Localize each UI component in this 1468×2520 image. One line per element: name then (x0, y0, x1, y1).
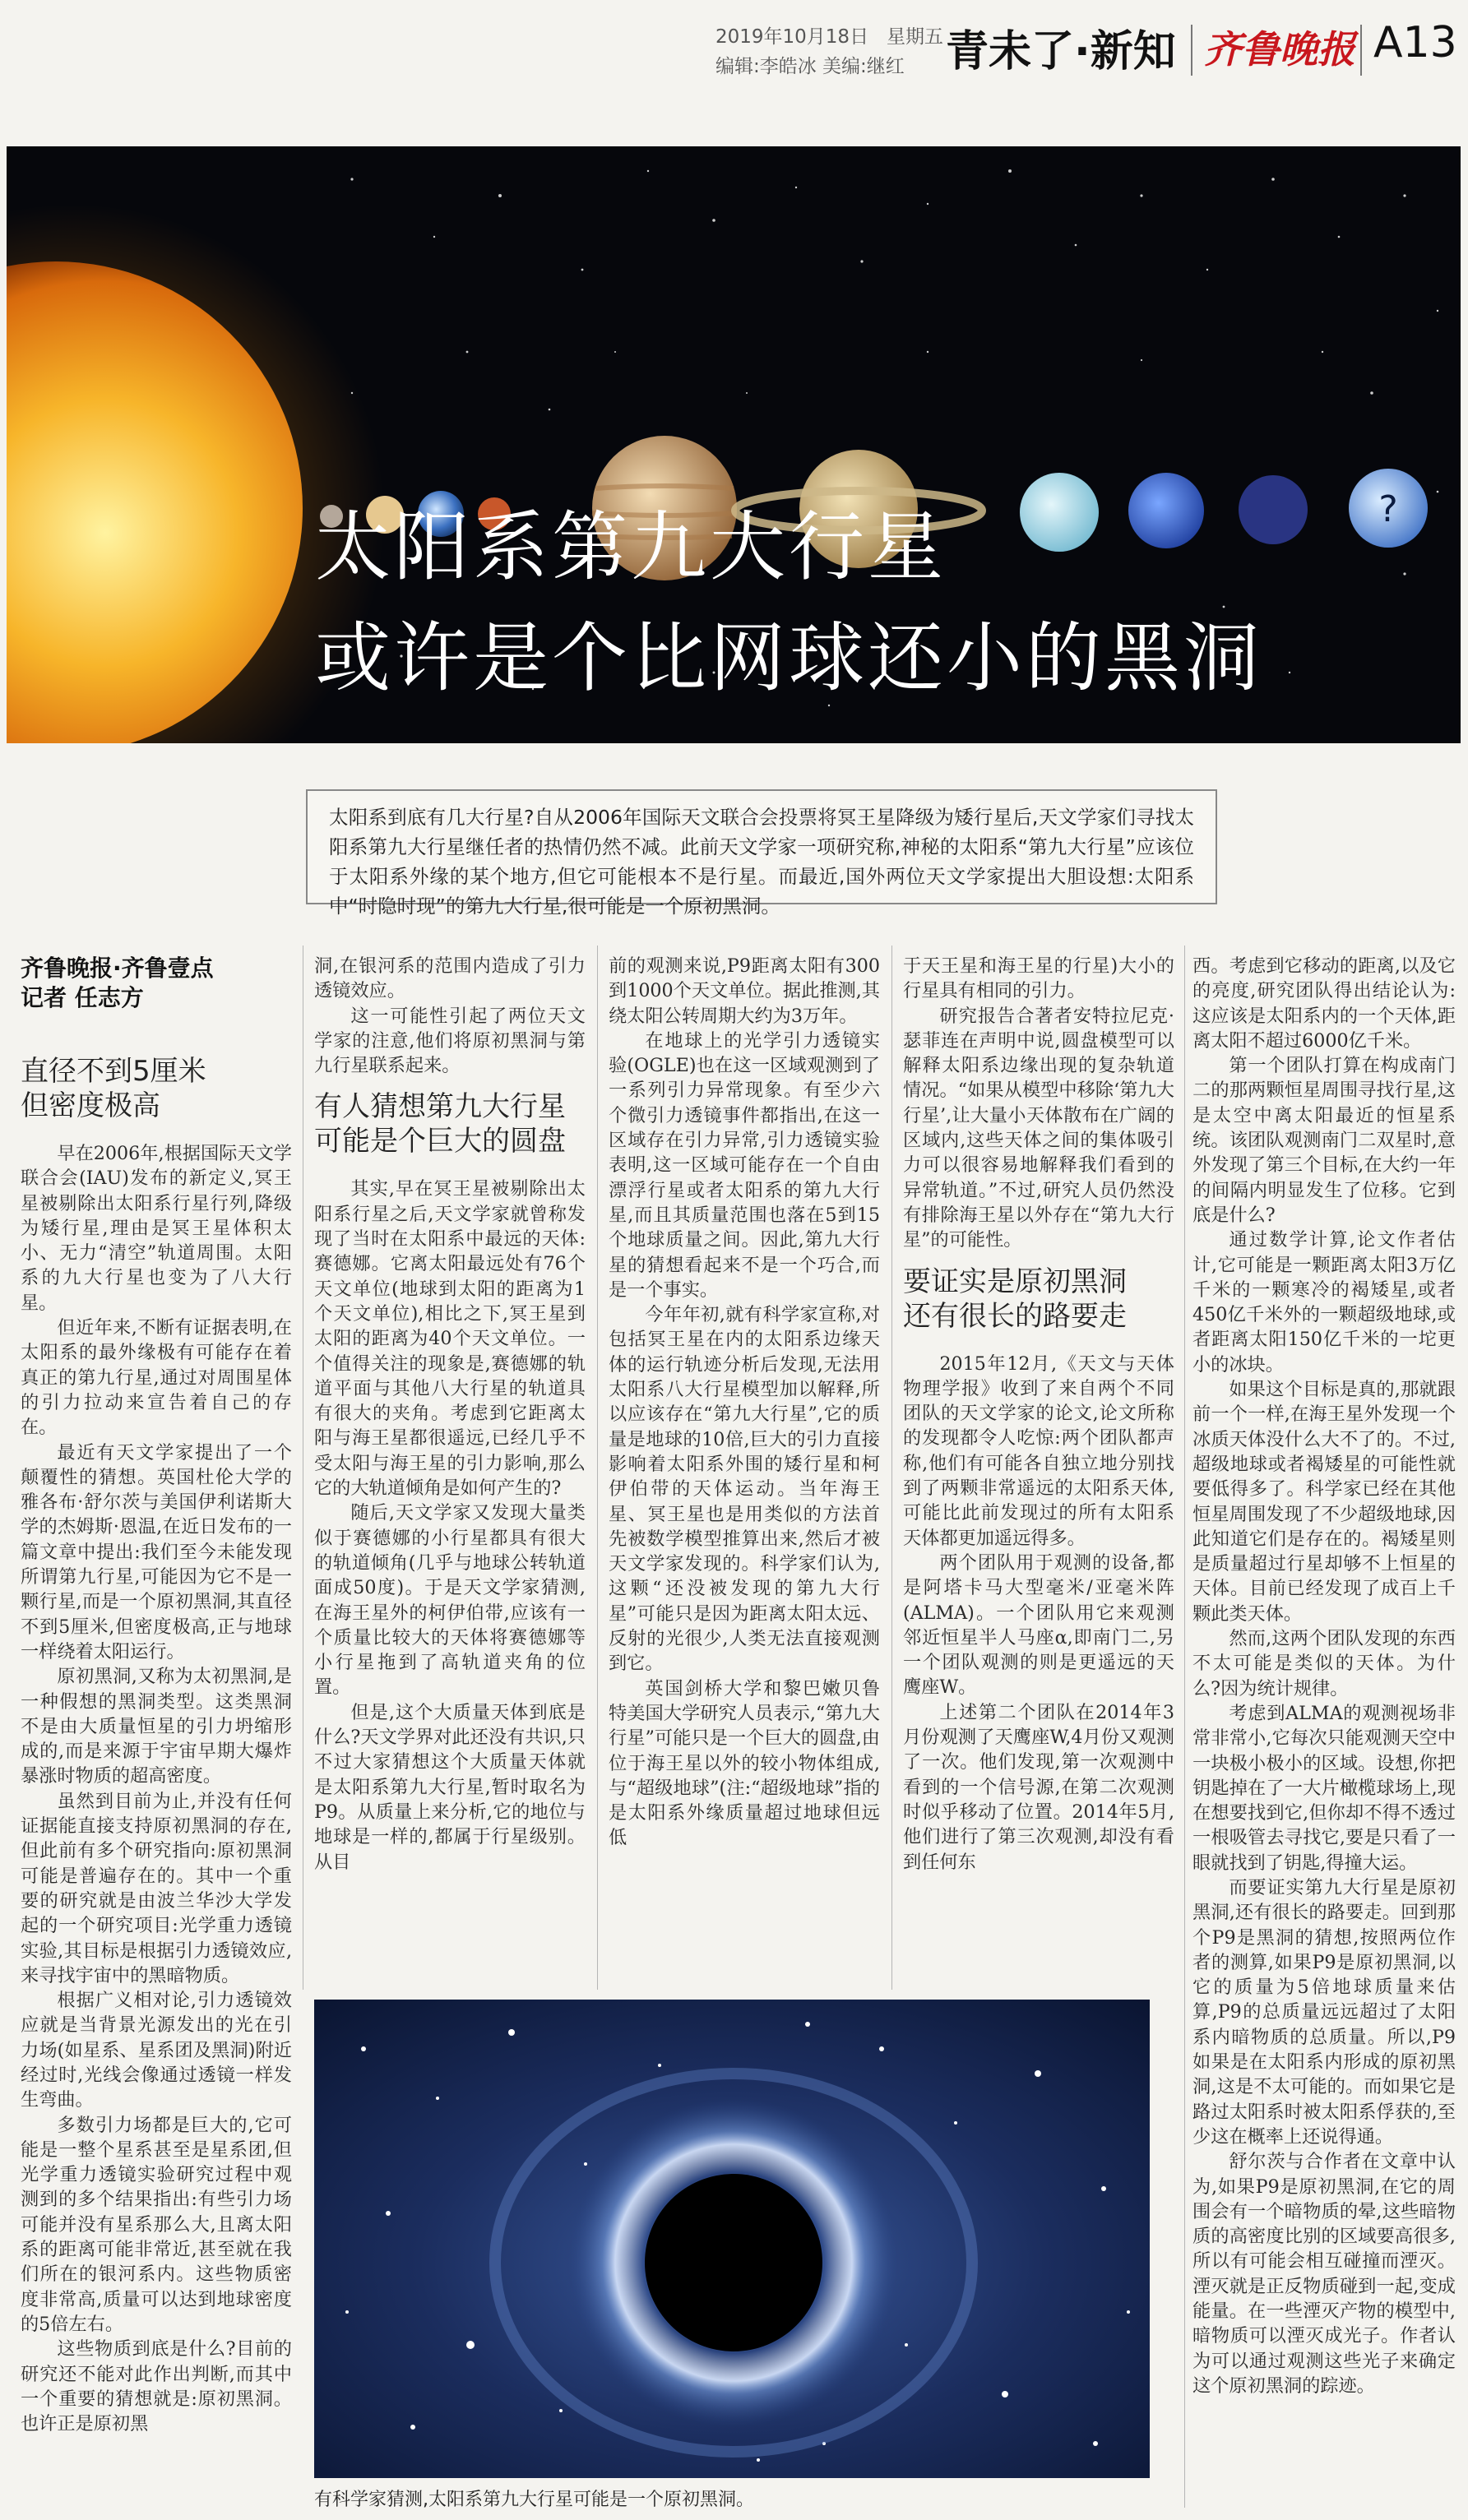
hero-image (7, 146, 1461, 743)
masthead (0, 0, 1468, 140)
article-paragraph: 随后,天文学家又发现大量类似于赛德娜的小行星都具有很大的轨道倾角(几乎与地球公转轨道面成50度)。于是天文学家猜测,在海王星外的柯伊伯带,应该有一个质量比较大的天体将赛德娜等小行星拖到了高轨道夹角的位置。 (314, 1502, 586, 1699)
article-paragraph: 西。考虑到它移动的距离,以及它的亮度,研究团队得出结论认为:这应该是太阳系内的一个天体,距离太阳不超过6000亿千米。 (1192, 955, 1456, 1052)
article-column-3 (609, 954, 880, 1994)
article-column-1 (21, 1043, 292, 2514)
article-paragraph: 前的观测来说,P9距离太阳有300到1000个天文单位。据此推测,其绕太阳公转周期大约为3万年。 (609, 955, 880, 1027)
article-paragraph: 然而,这两个团队发现的东西不太可能是类似的天体。为什么?因为统计规律。 (1192, 1628, 1456, 1699)
byline-reporter: 记者 任志方 (21, 984, 144, 1011)
article-paragraph: 第一个团队打算在构成南门二的那两颗恒星周围寻找行星,这是太空中离太阳最近的恒星系统。该团队观测南门二双星时,意外发现了第三个目标,在大约一年的间隔内明显发生了位移。它到底是什么? (1192, 1055, 1456, 1226)
article-column-4 (903, 954, 1174, 1994)
headline (315, 492, 1262, 714)
planet-nine-marker: ? (1378, 488, 1398, 530)
article-paragraph: 英国剑桥大学和黎巴嫩贝鲁特美国大学研究人员表示,“第九大行星”可能只是一个巨大的圆盘,由位于海王星以外的较小物体组成,与“超级地球”(注:“超级地球”指的是太阳系外缘质量超过地球但远低 (609, 1677, 880, 1849)
article-paragraph: 舒尔茨与合作者在文章中认为,如果P9是原初黑洞,在它的周围会有一个暗物质的晕,这些暗物质的高密度比别的区域要高很多,所以有可能会相互碰撞而湮灭。湮灭就是正反物质碰到一起,变成能量。在一些湮灭产物的模型中,暗物质可以湮灭成光子。作者认为可以通过观测这些光子来确定这个原初黑洞的踪迹。 (1192, 2151, 1456, 2397)
masthead-divider (1360, 25, 1362, 76)
subheading: 有人猜想第九大行星 (314, 1090, 566, 1124)
article-paragraph: 这一可能性引起了两位天文学家的注意,他们将原初黑洞与第九行星联系起来。 (314, 1005, 586, 1077)
black-hole-illustration (314, 2000, 1150, 2478)
headline-line-2: 或许是个比网球还小的黑洞 (315, 614, 1263, 702)
article-paragraph: 多数引力场都是巨大的,它可能是一整个星系甚至是星系团,但光学重力透镜实验研究过程中观测到的多个结果指出:有些引力场可能并没有星系那么大,且离太阳系的距离可能非常近,甚至就在我们所在的银河系内。这些物质密度非常高,质量可以达到地球密度的5倍左右。 (21, 2114, 292, 2335)
article-paragraph: 研究报告合著者安特拉尼克·瑟菲连在声明中说,圆盘模型可以解释太阳系边缘出现的复杂轨道情况。“如果从模型中移除‘第九大行星’,让大量小天体散布在广阔的区域内,这些天体之间的集体吸引力可以很容易地解释我们看到的异常轨道。”不过,研究人员仍然没有排除海王星以外存在“第九大行星”的可能性。 (903, 1005, 1174, 1251)
article-paragraph: 如果这个目标是真的,那就跟前一个一样,在海王星外发现一个冰质天体没什么大不了的。不过,超级地球或者褐矮星的可能性就要低得多了。科学家已经在其他恒星周围发现了不少超级地球,因此知道它们是存在的。褐矮星则是质量超过行星却够不上恒星的天体。目前已经发现了成百上千颗此类天体。 (1192, 1379, 1456, 1625)
article-paragraph: 其实,早在冥王星被剔除出太阳系行星之后,天文学家就曾称发现了当时在太阳系中最远的天体:赛德娜。它离太阳最远处有76个天文单位(地球到太阳的距离为1个天文单位),相比之下,冥王星到太阳的距离为40个天文单位。一个值得关注的现象是,赛德娜的轨道平面与其他八大行星的轨道具有很大的夹角。考虑到它距离太阳与海王星都很遥远,已经几乎不受太阳与海王星的引力影响,那么它的大轨道倾角是如何产生的? (314, 1178, 586, 1500)
article-paragraph: 今年年初,就有科学家宣称,对包括冥王星在内的太阳系边缘天体的运行轨迹分析后发现,无法用太阳系八大行星模型加以解释,所以应该存在“第九大行星”,它的质量是地球的10倍,巨大的引力直接影响着太阳系外围的矮行星和柯伊伯带的天体运动。当年海王星、冥王星也是用类似的方法首先被数学模型推算出来,然后才被天文学家发现的。科学家们认为,这颗“还没被发现的第九大行星”可能只是因为距离太阳太远、反射的光很少,人类无法直接观测到它。 (609, 1304, 880, 1675)
masthead-divider (1191, 25, 1192, 76)
article-paragraph: 上述第二个团队在2014年3月份观测了天鹰座W,4月份又观测了一次。他们发现,第一次观测中看到的一个信号源,在第二次观测时似乎移动了位置。2014年5月,他们进行了第三次观测,却没有看到任何东 (903, 1701, 1174, 1873)
subheading: 但密度极高 (21, 1089, 160, 1122)
article-paragraph: 虽然到目前为止,并没有任何证据能直接支持原初黑洞的存在,但此前有多个研究指向:原初黑洞可能是普遍存在的。其中一个重要的研究就是由波兰华沙大学发起的一个研究项目:光学重力透镜实验,其目标是根据引力透镜效应,来寻找宇宙中的黑暗物质。 (21, 1790, 292, 1986)
article-paragraph: 通过数学计算,论文作者估计,它可能是一颗距离太阳3万亿千米的一颗寒冷的褐矮星,或者450亿千米外的一颗超级地球,或者距离太阳150亿千米的一坨更小的冰块。 (1192, 1229, 1456, 1376)
subheading: 可能是个巨大的圆盘 (314, 1125, 566, 1158)
article-paragraph: 根据广义相对论,引力透镜效应就是当背景光源发出的光在引力场(如星系、星系团及黑洞)附近经过时,光线会像通过透镜一样发生弯曲。 (21, 1990, 292, 2111)
article-paragraph: 洞,在银河系的范围内造成了引力透镜效应。 (314, 955, 586, 1002)
article-paragraph: 早在2006年,根据国际天文学联合会(IAU)发布的新定义,冥王星被剔除出太阳系行星行列,降级为矮行星,理由是冥王星体积太小、无力“清空”轨道周围。太阳系的九大行星也变为了八大行星。 (21, 1143, 292, 1314)
black-hole-photo (314, 2000, 1150, 2478)
article-paragraph: 但是,这个大质量天体到底是什么?天文学界对此还没有共识,只不过大家猜想这个大质量天体就是太阳系第九大行星,暂时取名为P9。从质量上来分析,它的地位与地球是一样的,都属于行星级别。从目 (314, 1701, 586, 1873)
article-column-5 (1192, 954, 1456, 2512)
headline-line-1: 太阳系第九大行星 (315, 503, 947, 591)
byline-source: 齐鲁晚报·齐鲁壹点 (21, 955, 214, 982)
photo-caption: 有科学家猜测,太阳系第九大行星可能是一个原初黑洞。 (314, 2490, 754, 2510)
publication-date: 2019年10月18日 星期五 (715, 26, 944, 48)
article-paragraph: 但近年来,不断有证据表明,在太阳系的最外缘极有可能存在着真正的第九行星,通过对周围星体的引力拉动来宣告着自己的存在。 (21, 1317, 292, 1439)
article-paragraph: 两个团队用于观测的设备,都是阿塔卡马大型毫米/亚毫米阵(ALMA)。一个团队用它来观测邻近恒星半人马座α,即南门二,另一个团队观测的则是更遥远的天鹰座W。 (903, 1551, 1174, 1699)
byline (21, 954, 292, 1013)
subheading: 还有很长的路要走 (903, 1299, 1127, 1333)
column-rule (597, 946, 598, 1990)
article-paragraph: 而要证实第九大行星是原初黑洞,还有很长的路要走。回到那个P9是黑洞的猜想,按照两位作者的测算,如果P9是原初黑洞,以它的质量为5倍地球质量来估算,P9的总质量远远超过了太阳系内暗物质的总质量。所以,P9如果是在太阳系内形成的原初黑洞,这是不太可能的。而如果它是路过太阳系时被太阳系俘获的,至少这在概率上还说得通。 (1192, 1876, 1456, 2148)
article-paragraph: 于天王星和海王星的行星)大小的行星具有相同的引力。 (903, 955, 1174, 1002)
article-paragraph: 这些物质到底是什么?目前的研究还不能对此作出判断,而其中一个重要的猜想就是:原初黑洞。也许正是原初黑 (21, 2338, 292, 2435)
article-paragraph: 最近有天文学家提出了一个颠覆性的猜想。英国杜伦大学的雅各布·舒尔茨与美国伊利诺斯大学的杰姆斯·恩温,在近日发布的一篇文章中提出:我们至今未能发现所谓第九行星,可能因为它不是一颗行星,而是一个原初黑洞,其直径不到5厘米,但密度极高,正与地球一样绕着太阳运行。 (21, 1441, 292, 1662)
article-paragraph: 2015年12月,《天文与天体物理学报》收到了来自两个不同团队的天文学家的论文,论文所称的发现都令人吃惊:两个团队都声称,他们有可能各自独立地分别找到了两颗非常遥远的太阳系天体,可能比此前发现过的所有太阳系天体都更加遥远得多。 (903, 1352, 1174, 1549)
article-summary: 太阳系到底有几大行星?自从2006年国际天文联合会投票将冥王星降级为矮行星后,天文学家们寻找太阳系第九大行星继任者的热情仍然不减。此前天文学家一项研究称,神秘的太阳系“第九大行星”应该位于太阳系外缘的某个地方,但它可能根本不是行星。而最近,国外两位天文学家提出大胆设想:太阳系中“时隐时现”的第九大行星,很可能是一个原初黑洞。 (306, 789, 1217, 904)
subheading: 要证实是原初黑洞 (903, 1265, 1127, 1298)
column-rule (1184, 946, 1185, 2508)
newspaper-logo: 齐鲁晚报 (1204, 27, 1355, 72)
page-number: A13 (1373, 18, 1457, 67)
subheading: 直径不到5厘米 (21, 1055, 206, 1088)
column-rule (891, 946, 892, 1990)
publication-weekday: 星期五 (887, 26, 944, 48)
article-paragraph: 考虑到ALMA的观测视场非常非常小,它每次只能观测天空中一块极小极小的区域。设想,你把钥匙掉在了一大片橄榄球场上,现在想要找到它,但你却不得不透过一根吸管去寻找它,要是只看了一眼就找到了钥匙,得撞大运。 (1192, 1702, 1456, 1874)
section-title: 青未了·新知 (946, 27, 1176, 76)
article-paragraph: 原初黑洞,又称为太初黑洞,是一种假想的黑洞类型。这类黑洞不是由大质量恒星的引力坍缩形成的,而是来源于宇宙早期大爆炸暴涨时物质的超高密度。 (21, 1666, 292, 1787)
editor-credit: 编辑:李皓冰 美编:继红 (715, 56, 905, 77)
article-paragraph: 在地球上的光学引力透镜实验(OGLE)也在这一区域观测到了一系列引力异常现象。有至少六个微引力透镜事件都指出,在这一区域存在引力异常,引力透镜实验表明,这一区域可能存在一个自由漂浮行星或者太阳系的第九大行星,而且其质量范围也落在5到15个地球质量之间。因此,第九大行星的猜想看起来不是一个巧合,而是一个事实。 (609, 1029, 880, 1301)
article-column-2 (314, 954, 586, 1994)
